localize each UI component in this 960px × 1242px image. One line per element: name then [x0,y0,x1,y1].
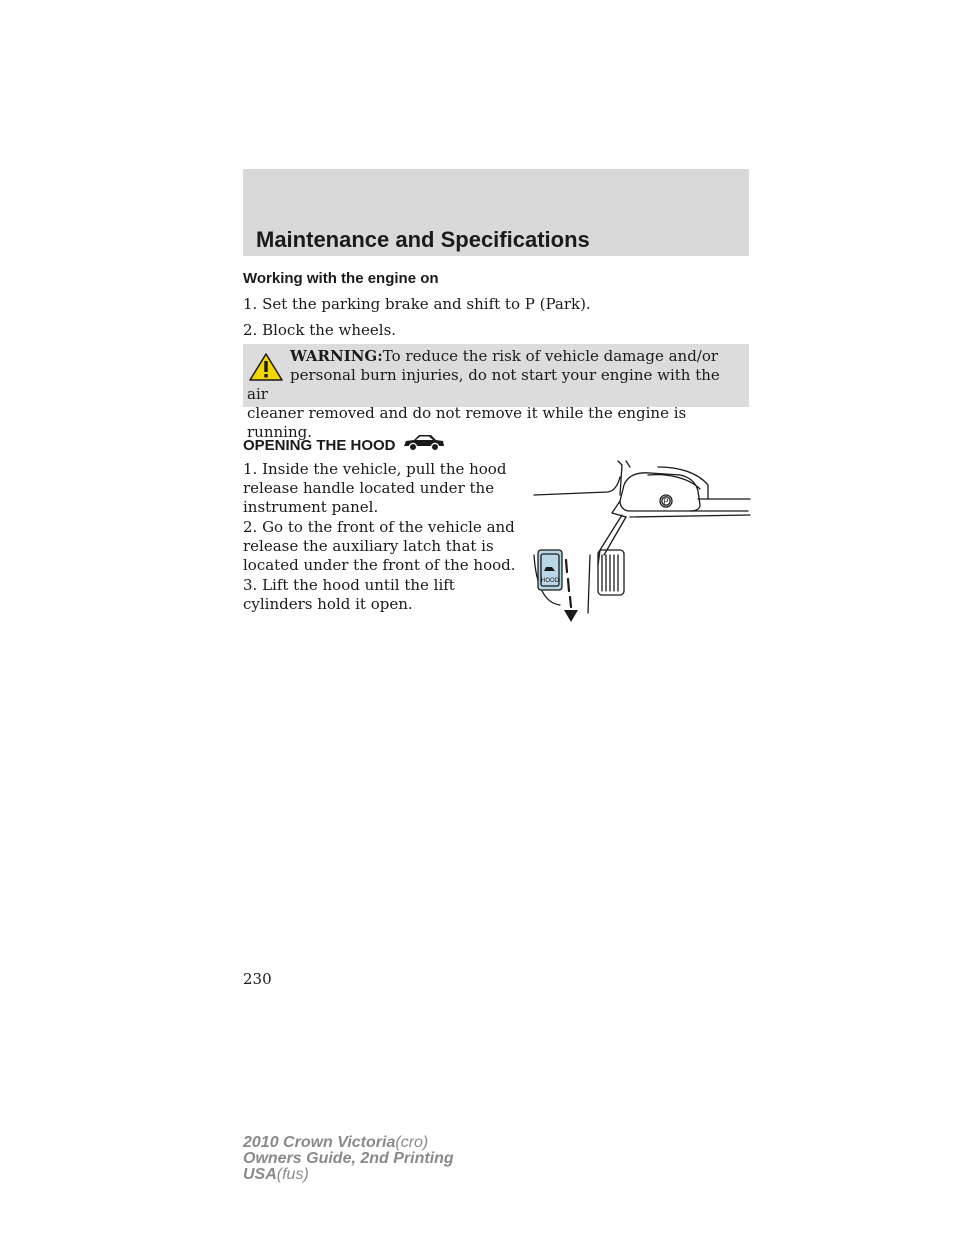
hood-step-1-line-2: release handle located under the [243,479,495,497]
hood-step-2-line-3: located under the front of the hood. [243,556,516,574]
hood-step-2-line-1: 2. Go to the front of the vehicle and [243,518,515,536]
car-hood-icon [402,431,446,457]
footer-guide: Owners Guide, 2nd Printing [243,1150,454,1167]
park-symbol: P [663,497,669,507]
warning-label: WARNING: [290,347,383,365]
hood-step-3-line-1: 3. Lift the hood until the lift [243,576,455,594]
hood-step-2-line-2: release the auxiliary latch that is [243,537,494,555]
hood-step-3-line-2: cylinders hold it open. [243,595,413,613]
section-title: Maintenance and Specifications [256,227,590,252]
hood-step-3 [243,576,455,614]
warning-text [247,347,743,442]
hood-step-1-line-1: 1. Inside the vehicle, pull the hood [243,460,507,478]
engine-on-step-2: 2. Block the wheels. [243,321,397,339]
opening-hood-heading: OPENING THE HOOD [243,437,396,454]
warning-line-1: To reduce the risk of vehicle damage and/or [382,347,719,365]
hood-step-2 [243,518,516,575]
warning-line-3: cleaner removed and do not remove it while the engine is running. [247,404,687,441]
engine-on-heading: Working with the engine on [243,270,439,287]
engine-on-step-1: 1. Set the parking brake and shift to P (Park). [243,295,591,313]
footer-model: 2010 Crown Victoria [243,1134,396,1151]
document-footer [243,1135,454,1183]
footer-market: USA [243,1166,277,1183]
hood-handle-label: HOOD [541,578,559,584]
footer-market-code: (fus) [276,1166,309,1183]
page-number: 230 [243,970,272,988]
footer-model-code: (cro) [395,1134,429,1151]
warning-line-2: personal burn injuries, do not start your engine with the air [247,366,720,403]
hood-step-1-line-3: instrument panel. [243,498,379,516]
hood-release-illustration [530,455,752,629]
hood-step-1 [243,460,506,517]
